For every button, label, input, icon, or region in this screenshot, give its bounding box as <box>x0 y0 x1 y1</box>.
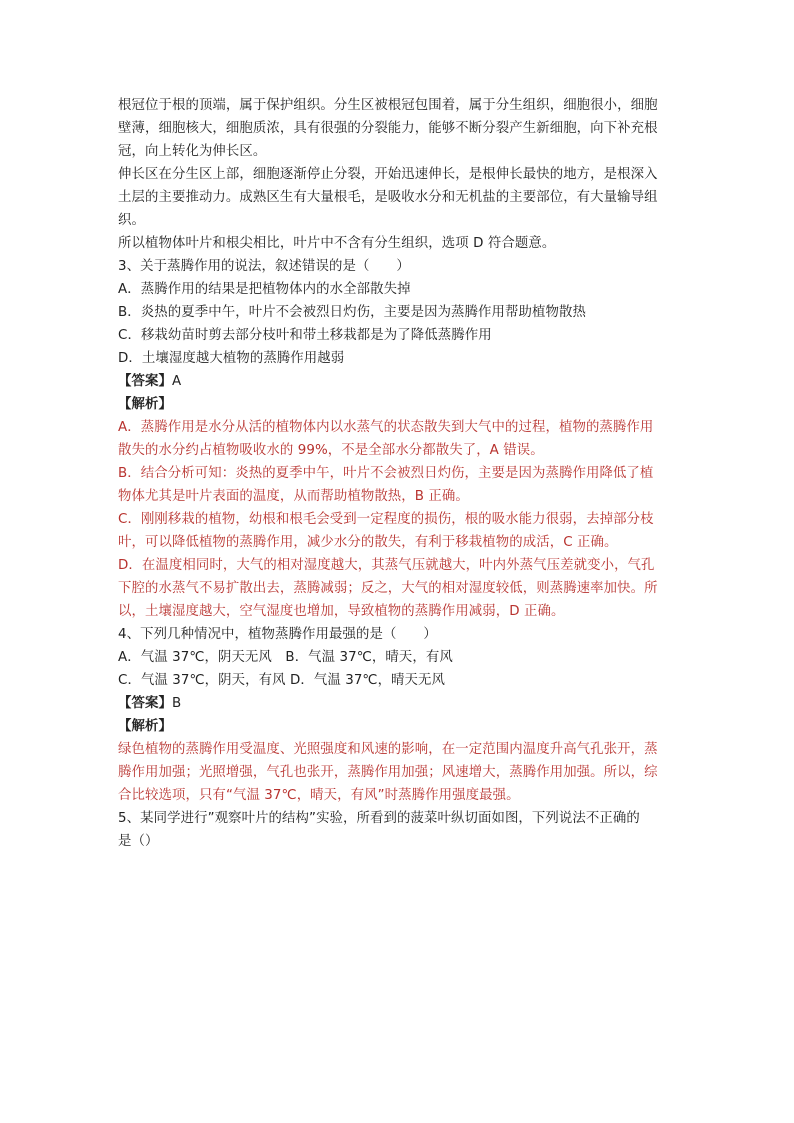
question-5 <box>118 807 680 853</box>
analysis-line: 叶，可以降低植物的蒸腾作用，减少水分的散失，有利于移栽植物的成活，C 正确。 <box>118 535 618 550</box>
analysis-line: 腾作用加强；光照增强，气孔也张开，蒸腾作用加强；风速增大，蒸腾作用加强。所以，综 <box>118 765 658 780</box>
question-stem: 5、某同学进行”观察叶片的结构”实验，所看到的菠菜叶纵切面如图，下列说法不正确的 <box>118 811 640 826</box>
question-stem: 是（） <box>118 834 159 849</box>
question-stem: 3、关于蒸腾作用的说法，叙述错误的是（ ） <box>118 259 410 274</box>
question-3 <box>118 255 680 623</box>
answer-line <box>118 370 680 393</box>
intro-line: 根冠位于根的顶端，属于保护组织。分生区被根冠包围着，属于分生组织，细胞很小，细胞 <box>118 98 658 113</box>
analysis-line <box>118 784 680 807</box>
analysis-line: 以，土壤湿度越大，空气湿度也增加，导致植物的蒸腾作用减弱，D 正确。 <box>118 604 565 619</box>
document-page <box>118 94 680 853</box>
option-a: A．蒸腾作用的结果是把植物体内的水全部散失掉 <box>118 282 411 297</box>
analysis-line: 下腔的水蒸气不易扩散出去，蒸腾减弱；反之，大气的相对湿度较低，则蒸腾速率加快。所 <box>118 581 658 596</box>
analysis-tag: 【解析】 <box>118 397 172 412</box>
analysis-tag: 【解析】 <box>118 719 172 734</box>
options-line: C．气温 37℃，阴天，有风 D．气温 37℃，晴天无风 <box>118 673 446 688</box>
answer-line <box>118 692 680 715</box>
analysis-line: 物体尤其是叶片表面的温度，从而帮助植物散热，B 正确。 <box>118 489 469 504</box>
analysis-line: B．结合分析可知：炎热的夏季中午，叶片不会被烈日灼伤，主要是因为蒸腾作用降低了植 <box>118 466 654 481</box>
intro-section <box>118 94 680 255</box>
intro-line: 土层的主要推动力。成熟区生有大量根毛，是吸收水分和无机盐的主要部位，有大量输导组 <box>118 190 658 205</box>
answer-tag: 【答案】 <box>118 696 172 711</box>
answer-value: A <box>171 374 182 389</box>
option-b: B．炎热的夏季中午，叶片不会被烈日灼伤，主要是因为蒸腾作用帮助植物散热 <box>118 305 586 320</box>
option-d: D．土壤湿度越大植物的蒸腾作用越弱 <box>118 351 345 366</box>
option-c: C．移栽幼苗时剪去部分枝叶和带土移栽都是为了降低蒸腾作用 <box>118 328 492 343</box>
analysis-line: A．蒸腾作用是水分从活的植物体内以水蒸气的状态散失到大气中的过程，植物的蒸腾作用 <box>118 420 654 435</box>
answer-value: B <box>171 696 182 711</box>
intro-line: 伸长区在分生区上部，细胞逐渐停止分裂，开始迅速伸长，是根伸长最快的地方，是根深入 <box>118 167 658 182</box>
intro-line: 冠，向上转化为伸长区。 <box>118 144 267 159</box>
analysis-line: 散失的水分约占植物吸收水的 99%，不是全部水分都散失了，A 错误。 <box>118 443 544 458</box>
intro-line: 所以植物体叶片和根尖相比，叶片中不含有分生组织，选项 D 符合题意。 <box>118 236 556 251</box>
analysis-line: C．刚刚移栽的植物，幼根和根毛会受到一定程度的损伤，根的吸水能力很弱，去掉部分枝 <box>118 512 654 527</box>
analysis-text: 合比较选项，只有 <box>118 788 226 803</box>
question-stem: 4、下列几种情况中，植物蒸腾作用最强的是（ ） <box>118 627 437 642</box>
analysis-line: 绿色植物的蒸腾作用受温度、光照强度和风速的影响，在一定范围内温度升高气孔张开，蒸 <box>118 742 658 757</box>
analysis-line: D．在温度相同时，大气的相对湿度越大，其蒸气压就越大，叶内外蒸气压差就变小，气孔 <box>118 558 655 573</box>
answer-tag: 【答案】 <box>118 374 172 389</box>
options-line: A．气温 37℃，阴天无风 B．气温 37℃，晴天，有风 <box>118 650 453 665</box>
question-4 <box>118 623 680 807</box>
intro-line: 织。 <box>118 213 145 228</box>
analysis-highlight: “气温 37℃，晴天，有风”时蒸腾作用强度最强。 <box>225 788 520 803</box>
intro-line: 壁薄，细胞核大，细胞质浓，具有很强的分裂能力，能够不断分裂产生新细胞，向下补充根 <box>118 121 658 136</box>
